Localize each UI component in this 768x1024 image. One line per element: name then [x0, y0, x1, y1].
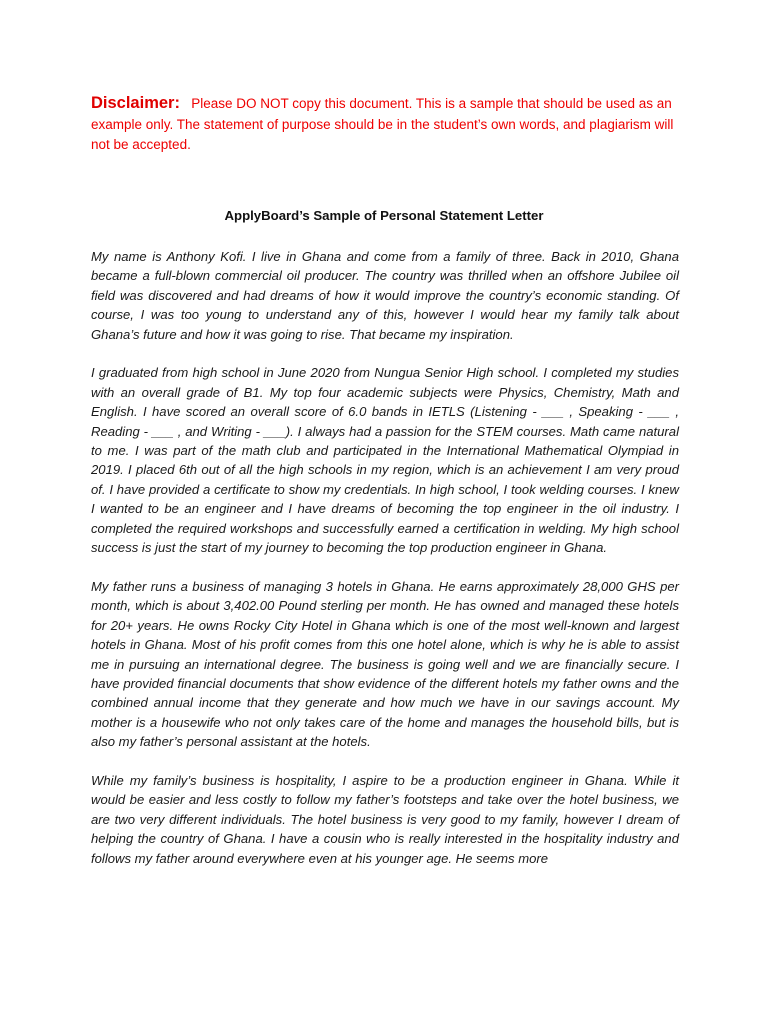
disclaimer	[91, 93, 687, 156]
paragraph-1: My name is Anthony Kofi. I live in Ghana and come from a family of three. Back in 2010, Ghana became a full-blown commercial oil producer. The country was thrilled when an offshore Jubilee oil field was discovered and had dreams of how it would improve the country’s economic standing. Of course, I was too young to understand any of this, however I would hear my family talk about Ghana’s future and how it was going to rise. That became my inspiration.	[91, 249, 679, 342]
disclaimer-text: Please DO NOT copy this document. This is a sample that should be used as an example only. The statement of purpose should be in the student’s own words, and plagiarism will not be accepted.	[91, 96, 674, 152]
paragraph-4: While my family’s business is hospitality, I aspire to be a production engineer in Ghana. While it would be easier and less costly to follow my father’s footsteps and take over the hotel business, we are two very different individuals. The hotel business is very good to my family, however I dream of helping the country of Ghana. I have a cousin who is really interested in the hospitality industry and follows my father around everywhere even at his younger age. He seems more	[91, 772, 679, 866]
paragraph-3: My father runs a business of managing 3 hotels in Ghana. He earns approximately 28,000 GHS per month, which is about 3,402.00 Pound sterling per month. He has owned and managed these hotels for 20+ years. He owns Rocky City Hotel in Ghana which is one of the most well-known and largest hotels in Ghana. Most of his profit comes from this one hotel alone, which is why he is able to assist me in pursuing an international degree. The business is going well and we are financially secure. I have provided financial documents that show evidence of the different hotels my father owns and the combined annual income that they generate and how much we have in our savings account. My mother is a housewife who not only takes care of the home and manages the household bills, but is also my father’s personal assistant at the hotels.	[91, 578, 679, 750]
document-title: ApplyBoard’s Sample of Personal Statement Letter	[224, 208, 544, 223]
document-body	[91, 247, 679, 887]
disclaimer-label: Disclaimer:	[91, 94, 180, 112]
disclaimer-space	[184, 96, 188, 111]
paragraph-2: I graduated from high school in June 2020 from Nungua Senior High school. I completed my studies with an overall grade of B1. My top four academic subjects were Physics, Chemistry, Math and English. I have scored an overall score of 6.0 bands in IETLS (Listening - ___ , Speaking - ___ , Reading - ___ , and Writing - ___). I always had a passion for the STEM courses. Math came natural to me. I was part of the math club and participated in the International Mathematical Olympiad in 2019. I placed 6th out of all the high schools in my region, which is an achievement I am very proud of. I have provided a certificate to show my credentials. In high school, I took welding courses. I knew I wanted to be an engineer and I have dreams of becoming the top engineer in the oil industry. I completed the required workshops and successfully earned a certification in welding. My high school success is just the start of my journey to becoming the top production engineer in Ghana.	[91, 365, 679, 556]
